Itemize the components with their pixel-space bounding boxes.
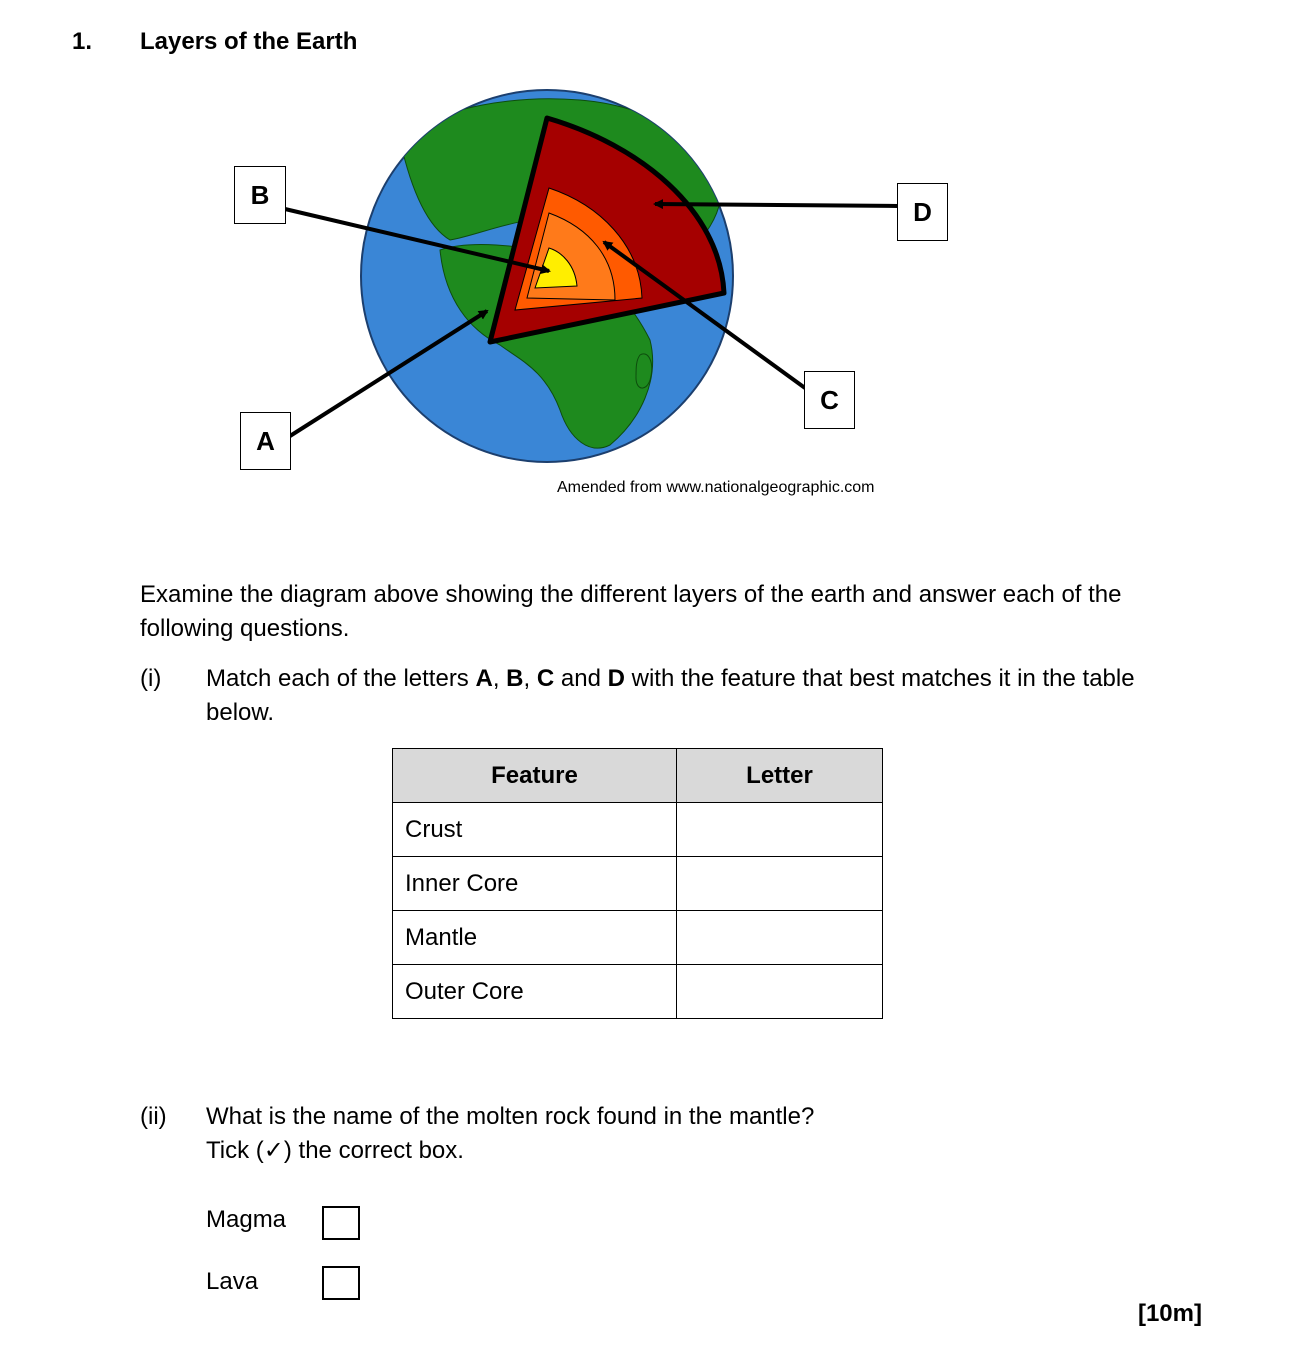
part-i-number: (i) bbox=[140, 665, 162, 692]
feature-cell: Crust bbox=[393, 803, 677, 857]
feature-cell: Mantle bbox=[393, 911, 677, 965]
letter-a: A bbox=[475, 665, 493, 692]
part-ii-instruction: Tick (✓) the correct box. bbox=[206, 1137, 464, 1164]
earth-layers-diagram bbox=[0, 0, 1292, 520]
letter-answer-cell[interactable] bbox=[677, 803, 883, 857]
table-row bbox=[393, 911, 883, 965]
intro-paragraph: Examine the diagram above showing the different layers of the earth and answer each of the following questions. bbox=[140, 581, 1122, 642]
image-source-credit: Amended from www.nationalgeographic.com bbox=[557, 479, 875, 496]
letter-answer-cell[interactable] bbox=[677, 911, 883, 965]
option-magma-label: Magma bbox=[206, 1206, 287, 1233]
letter-c: C bbox=[536, 665, 555, 692]
option-lava-label: Lava bbox=[206, 1268, 259, 1295]
part-i-sep-2: , bbox=[523, 665, 537, 692]
part-ii-question: What is the name of the molten rock found in the mantle? bbox=[206, 1103, 815, 1130]
option-magma-checkbox[interactable] bbox=[322, 1206, 360, 1240]
feature-cell: Outer Core bbox=[393, 965, 677, 1019]
question-title: Layers of the Earth bbox=[140, 28, 358, 55]
header-feature: Feature bbox=[393, 749, 677, 803]
label-a: A bbox=[240, 412, 291, 470]
part-i-sep-1: , bbox=[492, 665, 507, 692]
part-i-text-before: Match each of the letters bbox=[206, 665, 476, 692]
label-b: B bbox=[234, 166, 286, 224]
feature-letter-table bbox=[392, 748, 883, 1019]
part-ii-number: (ii) bbox=[140, 1103, 167, 1130]
table-row bbox=[393, 965, 883, 1019]
label-c: C bbox=[804, 371, 855, 429]
table-row bbox=[393, 857, 883, 911]
arrow-d bbox=[655, 204, 898, 206]
letter-answer-cell[interactable] bbox=[677, 857, 883, 911]
label-d: D bbox=[897, 183, 948, 241]
part-i-text-after: with the feature that best matches it in the table below. bbox=[206, 665, 1135, 726]
table-row bbox=[393, 803, 883, 857]
part-i-sep-3: and bbox=[554, 665, 608, 692]
table-header-row bbox=[393, 749, 883, 803]
part-i-instruction bbox=[206, 662, 1206, 730]
letter-answer-cell[interactable] bbox=[677, 965, 883, 1019]
question-number: 1. bbox=[72, 28, 93, 55]
header-letter: Letter bbox=[677, 749, 883, 803]
letter-b: B bbox=[506, 665, 524, 692]
option-lava-checkbox[interactable] bbox=[322, 1266, 360, 1300]
letter-d: D bbox=[607, 665, 625, 692]
marks-total: [10m] bbox=[1137, 1300, 1202, 1327]
feature-cell: Inner Core bbox=[393, 857, 677, 911]
